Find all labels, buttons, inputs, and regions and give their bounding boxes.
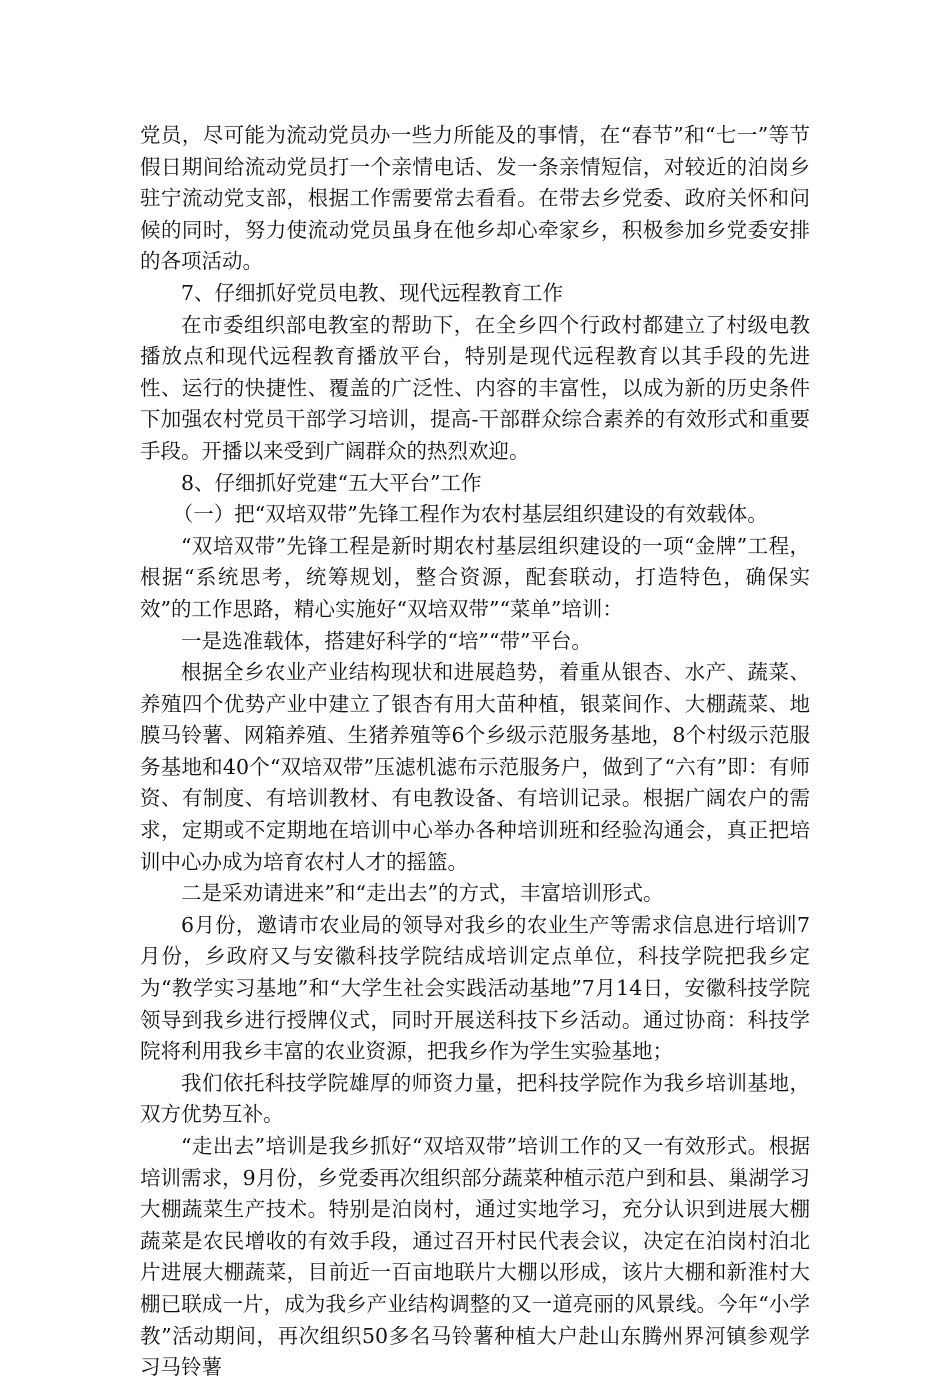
paragraph-point-two: 二是采劝请进来”和“走出去”的方式，丰富培训形式。 (181, 881, 664, 906)
paragraph-demo-bases: 根据全乡农业产业结构现状和进展趋势，着重从银杏、水产、蔬菜、养殖四个优势产业中建立了银杏有用大苗种植，银菜间作、大棚蔬菜、地膜马铃薯、网箱养殖、生猪养殖等6个乡级示范服务基地，8个村级示范服务基地和40个“双培双带”压滤机滤布示范服务户，做到了“六有”即：有师资、有制度、有培训教材、有电教设备、有培训记录。根据广阔农户的需求，定期或不定期地在培训中心举办各种培训班和经验沟通会，真正把培训中心办成为培育农村人才的摇篮。 (140, 660, 810, 874)
paragraph-going-out-training: “走出去”培训是我乡抓好“双培双带”培训工作的又一有效形式。根据培训需求，9月份，乡党委再次组织部分蔬菜种植示范户到和县、巢湖学习大棚蔬菜生产技术。特别是泊岗村，通过实地学习，充分认识到进展大棚蔬菜是农民增收的有效手段，通过召开村民代表会议，决定在泊岗村泊北片进展大棚蔬菜，目前近一百亩地联片大棚以形成，该片大棚和新淮村大棚已联成一片，成为我乡产业结构调整的又一道亮丽的风景线。今年“小学教”活动期间，再次组织50多名马铃薯种植大户赴山东腾州界河镇参观学习马铃薯 (140, 1134, 810, 1380)
paragraph-remote-education: 在市委组织部电教室的帮助下，在全乡四个行政村都建立了村级电教播放点和现代远程教育播放平台，特别是现代远程教育以其手段的先进性、运行的快捷性、覆盖的广泛性、内容的丰富性，以成为新的历史条件下加强农村党员干部学习培训，提高-干部群众综合素养的有效形式和重要手段。开播以来受到广阔群众的热烈欢迎。 (140, 312, 810, 463)
paragraph-mobile-party-members: 党员，尽可能为流动党员办一些力所能及的事情，在“春节”和“七一”等节假日期间给流动党员打一个亲情电话、发一条亲情短信，对较近的泊岗乡驻宁流动党支部，根据工作需要常去看看。在带去乡党委、政府关怀和问候的同时，努力使流动党员虽身在他乡却心牵家乡，积极参加乡党委安排的各项活动。 (140, 123, 810, 274)
heading-item-7: 7、仔细抓好党员电教、现代远程教育工作 (181, 280, 564, 305)
heading-item-8: 8、仔细抓好党建“五大平台”工作 (181, 470, 482, 495)
heading-subsection-1: （一）把“双培双带”先锋工程作为农村基层组织建设的有效载体。 (172, 502, 768, 527)
paragraph-june-training: 6月份，邀请市农业局的领导对我乡的农业生产等需求信息进行培训7月份，乡政府又与安徽科技学院结成培训定点单位，科技学院把我乡定为“教学实习基地”和“大学生社会实践活动基地”7月14日，安徽科技学院领导到我乡进行授牌仪式，同时开展送科技下乡活动。通过协商：科技学院将利用我乡丰富的农业资源，把我乡作为学生实验基地； (140, 912, 810, 1064)
paragraph-point-one: 一是选准载体，搭建好科学的“培”“带”平台。 (181, 628, 592, 653)
paragraph-pioneer-project: “双培双带”先锋工程是新时期农村基层组织建设的一项“金牌”工程，根据“系统思考，统筹规划，整合资源，配套联动，打造特色，确保实效”的工作思路，精心实施好“双培双带”“菜单”培训： (140, 533, 810, 621)
document-page (140, 120, 810, 1384)
paragraph-faculty-support: 我们依托科技学院雄厚的师资力量，把科技学院作为我乡培训基地，双方优势互补。 (140, 1070, 810, 1127)
